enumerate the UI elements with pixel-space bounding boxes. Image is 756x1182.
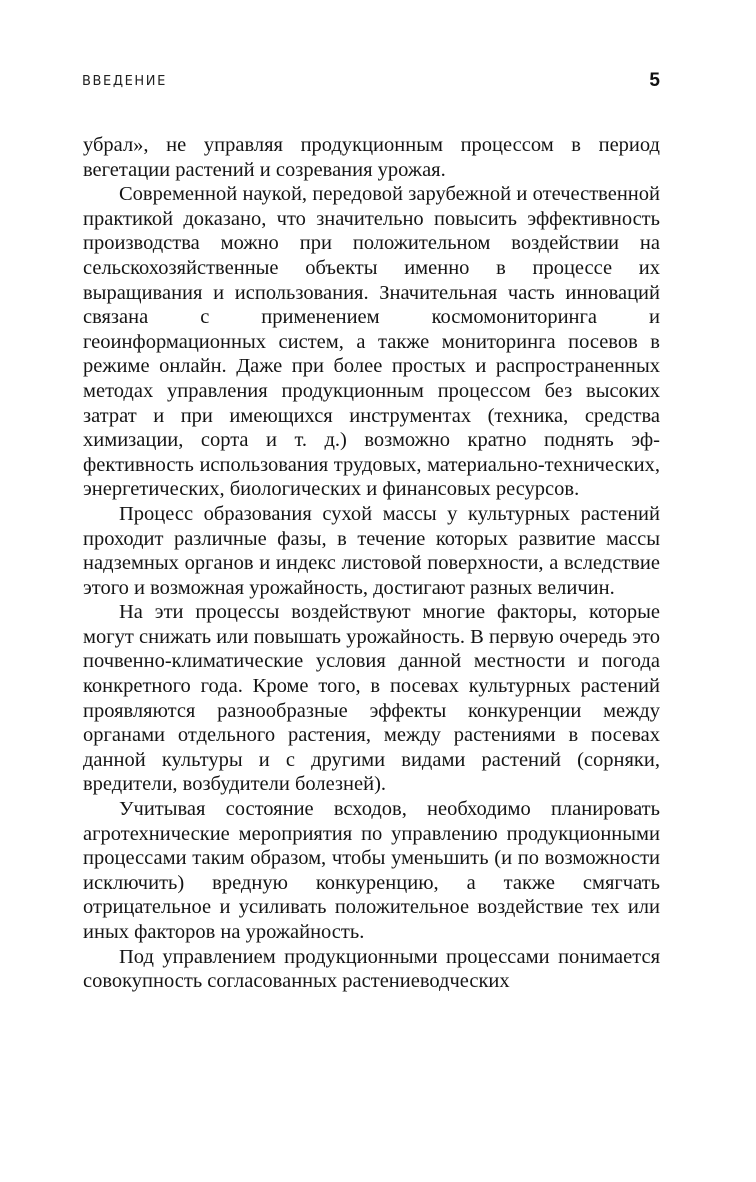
paragraph-continued: убрал», не управляя продукционным процессом в период вегетации растений и созревания урожая.	[83, 134, 660, 181]
paragraph: Процесс образования сухой массы у культурных растений проходит различные фазы, в течение которых развитие массы надземных органов и индекс листовой поверхности, а вследствие этого и возможная урожайность, достигают разных величин.	[83, 502, 660, 599]
paragraph: Современной наукой, передовой зарубежной и отечественной практикой доказано, что значительно повысить эффективность производства можно при положительном воздействии на сельскохозяйственные объекты именно в процессе их выращивания и использования. Значительная часть инноваций связана с применением космомониторинга и геоинформационных систем, а также мониторинга посевов в режиме онлайн. Даже при более простых и распространенных методах управления продукционным процессом без высоких затрат и при имеющихся инструментах (техника, средства химизации, сорта и т. д.) возможно кратно поднять эффективность использования трудовых, материально-технических, энергетических, биологических и финансовых ресурсов.	[83, 183, 660, 501]
paragraph: На эти процессы воздействуют многие факторы, которые могут снижать или повышать урожайность. В первую очередь это почвенно-климатические условия данной местности и погода конкретного года. Кроме того, в посевах культурных растений проявляются разнообразные эффекты конкуренции между органами отдельного растения, между растениями в посевах данной культуры и с другими видами растений (сорняки, вредители, возбудители болезней).	[83, 601, 660, 796]
paragraph: Учитывая состояние всходов, необходимо планировать агротехнические мероприятия по управлению продукционными процессами таким образом, чтобы уменьшить (и по возможности исключить) вредную конкуренцию, а также смягчать отрицательное и усиливать положительное воздействие тех или иных факторов на урожайность.	[83, 798, 660, 943]
page-number: 5	[649, 70, 660, 91]
body-text	[83, 133, 660, 994]
paragraph: Под управлением продукционными процессами понимается совокупность согласованных растениеводческих	[83, 945, 660, 993]
running-head-title: ВВЕДЕНИЕ	[82, 74, 167, 89]
